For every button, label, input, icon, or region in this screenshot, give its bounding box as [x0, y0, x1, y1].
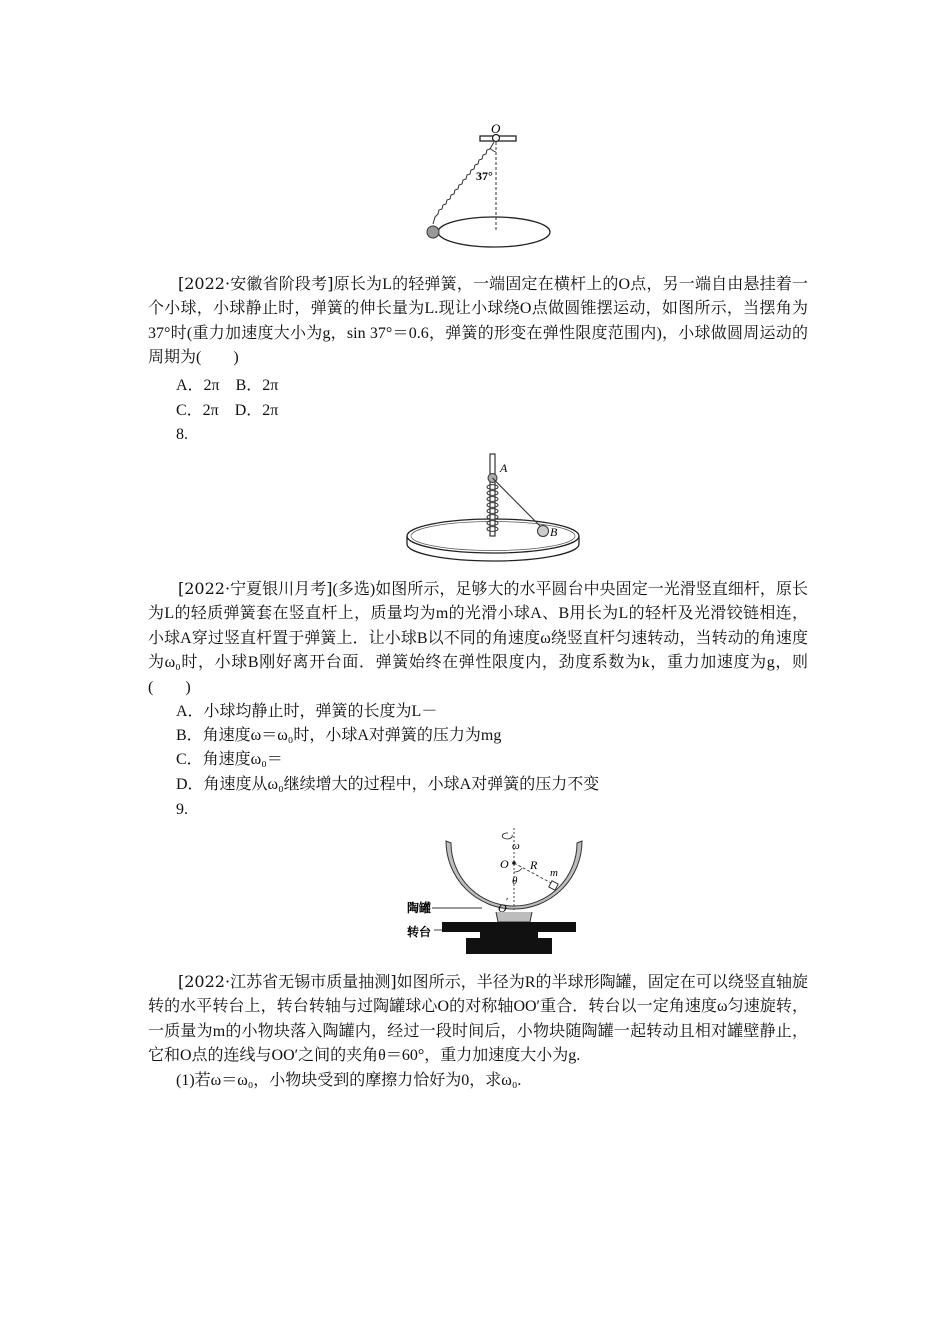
q8-option-B: B．角速度ω＝ω₀时，小球A对弹簧的压力为mg [176, 727, 502, 744]
q7-stem-text: 原长为L的轻弹簧，一端固定在横杆上的O点，另一端自由悬挂着一个小球，小球静止时，弹簧的伸长量为L.现让小球绕O点做圆锥摆运动，如图所示，当摆角为37°时(重力加速度大小为g，sin 37°＝0.6，弹簧的形变在弹性限度范围内)，小球做圆周运动的周期为( ) [148, 276, 808, 367]
label-angle: 37° [476, 169, 493, 183]
q9-stem-text: 如图所示，半径为R的半球形陶罐，固定在可以绕竖直轴旋转的水平转台上，转台转轴与过陶罐球心O的对称轴OO′重合．转台以一定角速度ω匀速旋转，一质量为m的小物块落入陶罐内，经过一段时间后，小物块随陶罐一起转动且相对罐壁静止，它和O点的连线与OO′之间的夹角θ＝60°，重力加速度大小为g. [148, 974, 808, 1065]
q8-option-D: D．角速度从ω₀继续增大的过程中，小球A对弹簧的压力不变 [176, 776, 600, 793]
label-m: m [550, 867, 558, 879]
q7-options-row2: C．2π D．2π [176, 402, 279, 419]
q7-source: [2022·安徽省阶段考] [178, 274, 334, 293]
label-pot: 陶罐 [407, 901, 432, 915]
label-R: R [530, 858, 538, 872]
svg-text:′: ′ [506, 896, 509, 908]
q8-option-C: C．角速度ω₀＝ [176, 751, 283, 768]
q8-stem-text: (多选)如图所示，足够大的水平圆台中央固定一光滑竖直细杆，原长为L的轻质弹簧套在竖直杆上，质量均为m的光滑小球A、B用长为L的轻杆及光滑铰链相连，小球A穿过竖直杆置于弹簧上．让小球B以不同的角速度ω绕竖直杆匀速转动，当转动的角速度为ω₀时，小球B刚好离开台面．弹簧始终在弹性限度内，劲度系数为k，重力加速度为g，则( ) [148, 581, 808, 696]
q9-sub1: (1)若ω＝ω₀，小物块受到的摩擦力恰好为0，求ω₀. [176, 1072, 522, 1089]
q8-stem [148, 577, 808, 700]
label-theta: θ [512, 875, 518, 887]
q8-number: 8. [176, 426, 188, 443]
label-O-top: O [500, 857, 509, 871]
q9-source: [2022·江苏省无锡市质量抽测] [178, 972, 397, 991]
label-O: O [491, 121, 501, 136]
q7-stem [148, 272, 808, 371]
q8-option-A: A．小球均静止时，弹簧的长度为L－ [176, 703, 438, 720]
label-omega: ω [512, 840, 520, 852]
label-A: A [500, 461, 508, 475]
q8-source: [2022·宁夏银川月考] [178, 579, 333, 598]
q7-options-row1: A．2π B．2π [176, 377, 279, 394]
label-B: B [550, 525, 558, 539]
label-O-bottom: O [498, 901, 507, 915]
figure-conical-spring-pendulum [420, 120, 570, 260]
q9-number: 9. [176, 801, 188, 818]
label-table: 转台 [407, 925, 432, 939]
figure-rod-spring-turntable [404, 450, 584, 568]
figure-pot-turntable [404, 826, 584, 960]
q9-stem [148, 970, 808, 1069]
